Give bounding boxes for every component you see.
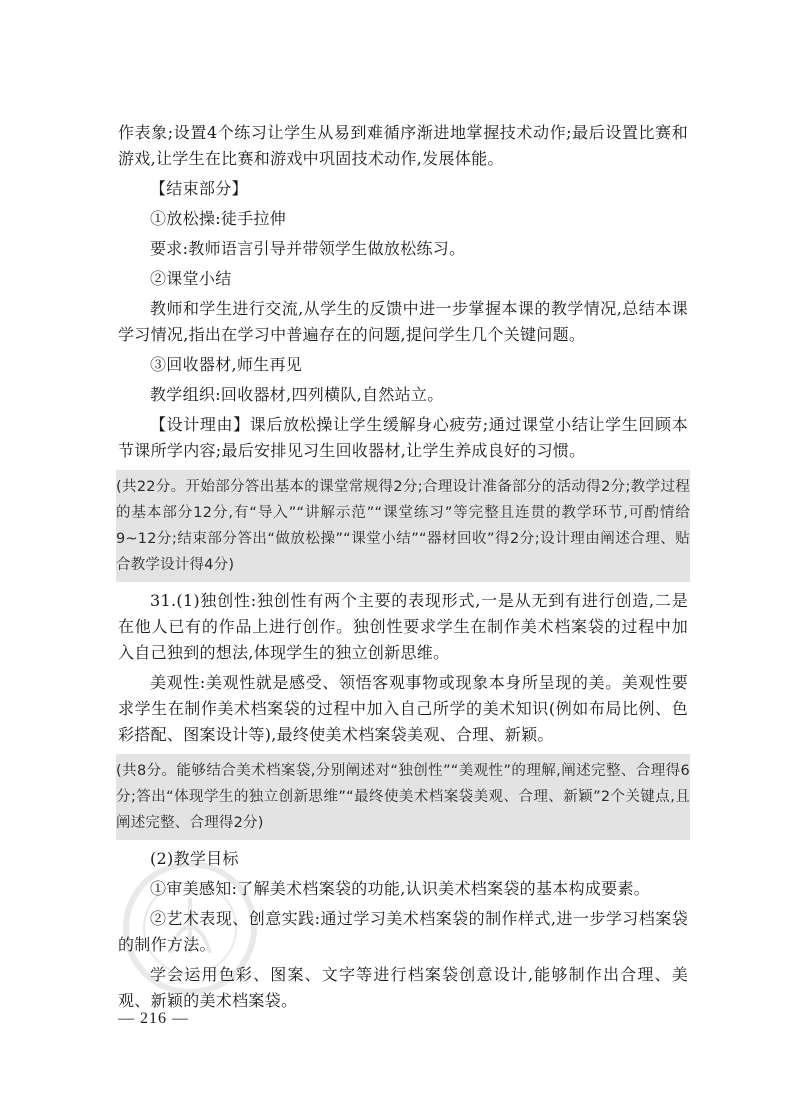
paragraph-1: 作表象;设置4个练习让学生从易到难循序渐进地掌握技术动作;最后设置比赛和游戏,让学生在比赛和游戏中巩固技术动作,发展体能。: [118, 123, 688, 168]
question-31-originality: 31.(1)独创性:独创性有两个主要的表现形式,一是从无到有进行创造,二是在他人已有的作品上进行创作。独创性要求学生在制作美术档案袋的过程中加入自己独到的想法,体现学生的独立创新思维。: [118, 591, 688, 662]
section-heading-ending: 【结束部分】: [150, 179, 248, 198]
step-relax: ①放松操:徒手拉伸: [150, 209, 287, 228]
page-number: — 216 —: [118, 1010, 189, 1027]
design-reason: 【设计理由】课后放松操让学生缓解身心疲劳;通过课堂小结让学生回顾本节课所学内容;最后安排见习生回收器材,让学生养成良好的习惯。: [118, 415, 688, 460]
goal-aesthetic-perception: ①审美感知:了解美术档案袋的功能,认识美术档案袋的基本构成要素。: [150, 879, 651, 898]
goal-creative-design: 学会运用色彩、图案、文字等进行档案袋创意设计,能够制作出合理、美观、新颖的美术档案袋。: [118, 965, 688, 1010]
step-collect: ③回收器材,师生再见: [150, 355, 303, 374]
step-summary-detail: 教师和学生进行交流,从学生的反馈中进一步掌握本课的教学情况,总结本课学习情况,指出在学习中普遍存在的问题,提问学生几个关键问题。: [118, 299, 688, 344]
step-summary: ②课堂小结: [150, 269, 232, 288]
score-note-box-2: [116, 754, 690, 840]
question-31-aesthetics: 美观性:美观性就是感受、领悟客观事物或现象本身所呈现的美。美观性要求学生在制作美术档案袋的过程中加入自己所学的美术知识(例如布局比例、色彩搭配、图案设计等),最终使美术档案袋美观、合理、新颖。: [118, 673, 688, 744]
score-note-box-1: [116, 470, 690, 582]
score-note-2: (共8分。能够结合美术档案袋,分别阐述对“独创性”“美观性”的理解,阐述完整、合理得6分;答出“体现学生的独立创新思维”“最终使美术档案袋美观、合理、新颖”2个关键点,且阐述完整、合理得2分): [116, 763, 690, 831]
score-note-1: (共22分。开始部分答出基本的课堂常规得2分;合理设计准备部分的活动得2分;教学过程的基本部分12分,有“导入”“讲解示范”“课堂练习”等完整且连贯的教学环节,可酌情给9~12分;结束部分答出“做放松操”“课堂小结”“器材回收”得2分;设计理由阐述合理、贴合教学设计得4分): [116, 479, 690, 573]
step-relax-requirement: 要求:教师语言引导并带领学生做放松练习。: [150, 239, 466, 258]
step-collect-organization: 教学组织:回收器材,四列横队,自然站立。: [150, 385, 444, 404]
main-content: [118, 120, 688, 1014]
goal-artistic-expression: ②艺术表现、创意实践:通过学习美术档案袋的制作样式,进一步学习档案袋的制作方法。: [118, 909, 688, 954]
teaching-goals-heading: (2)教学目标: [150, 849, 239, 868]
